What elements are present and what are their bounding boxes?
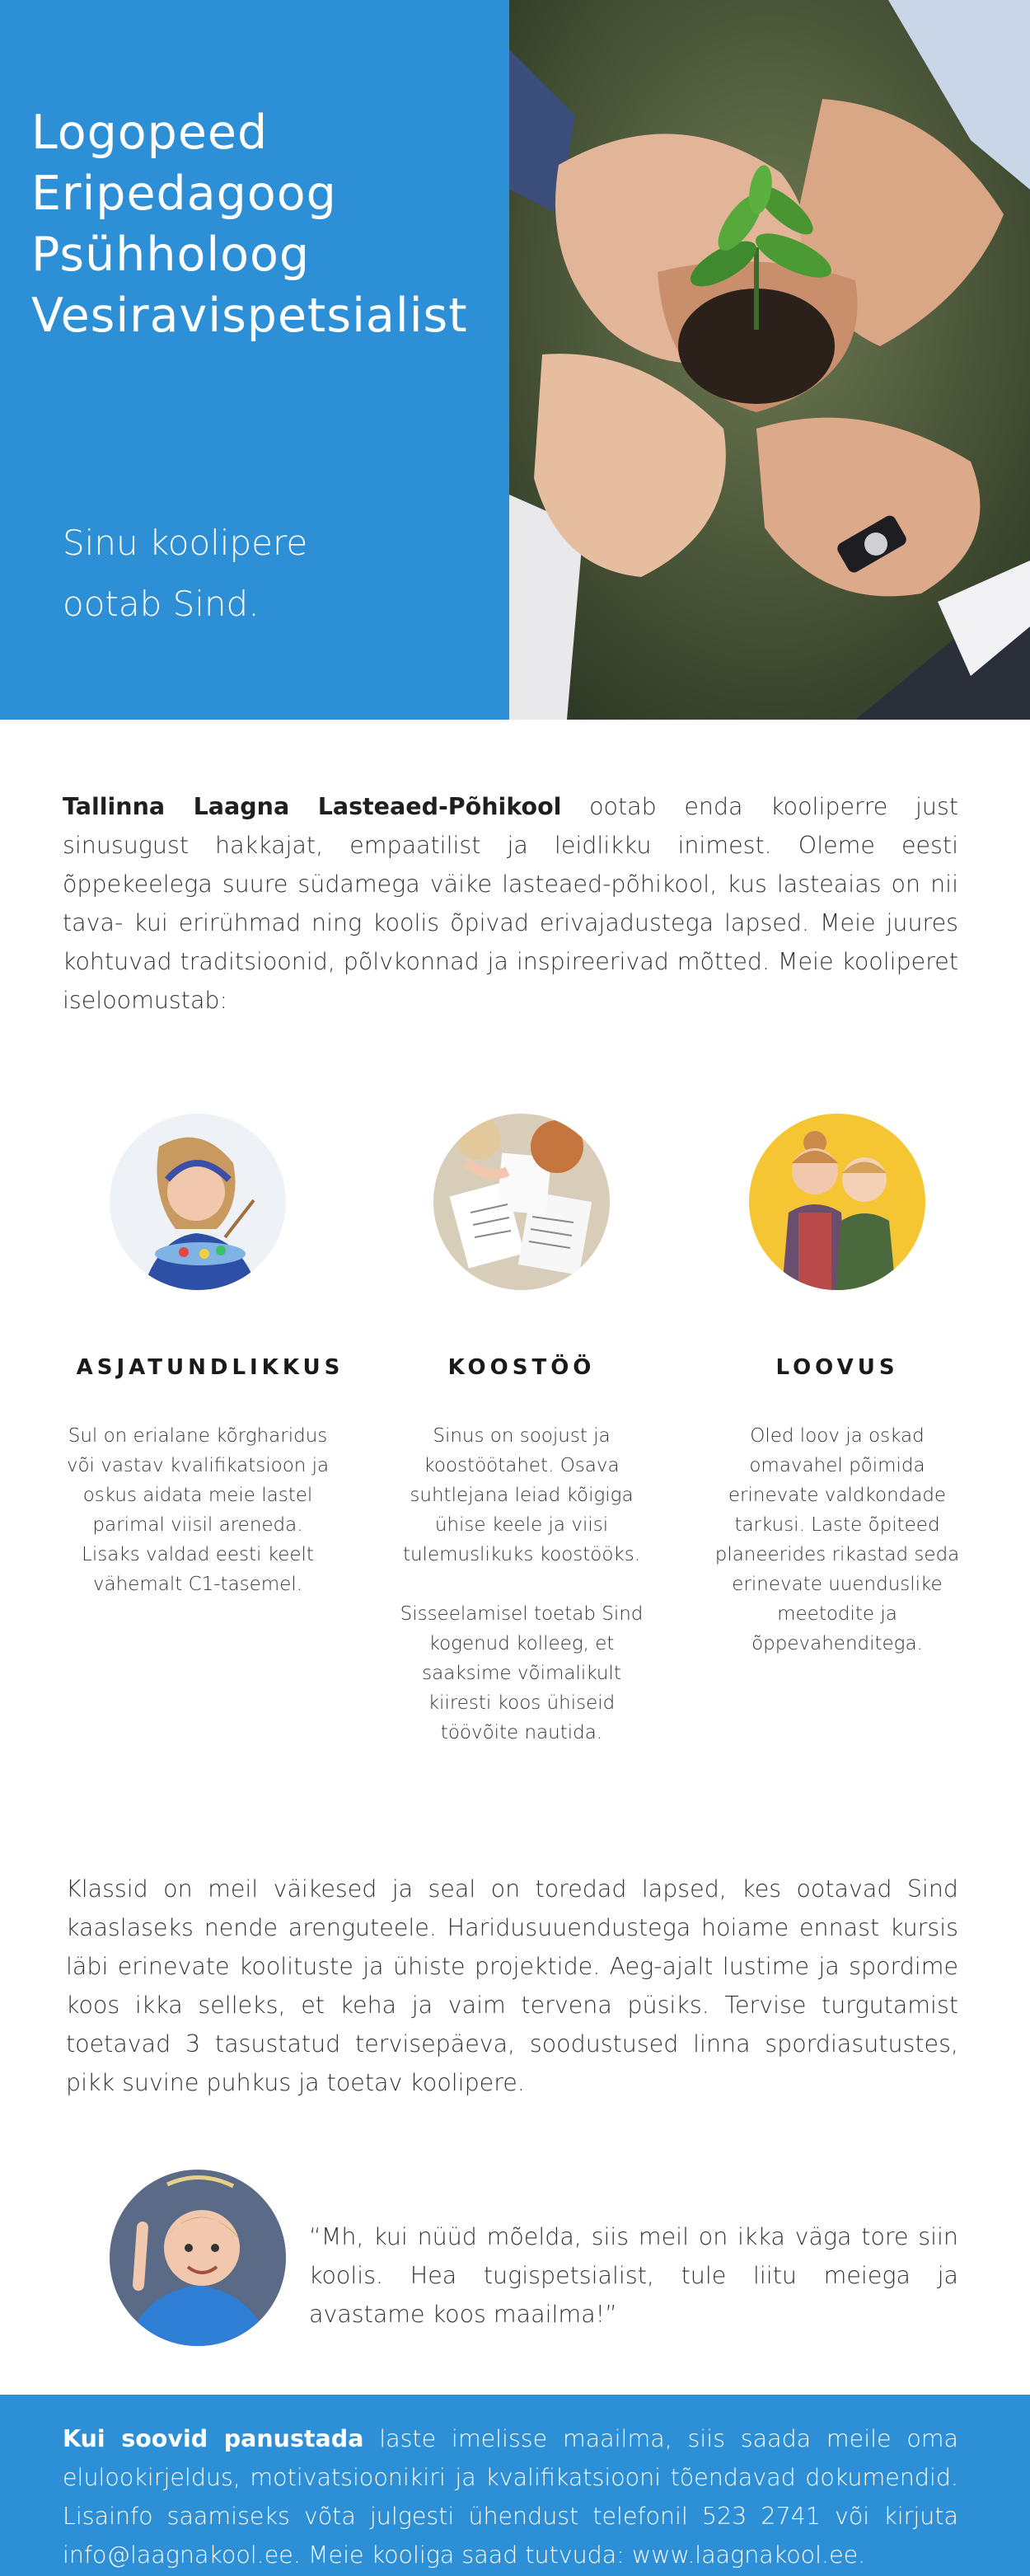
tagline-line-2: ootab Sind. <box>63 584 260 624</box>
girl-painting-photo <box>110 1114 286 1290</box>
benefits-paragraph: Klassid on meil väikesed ja seal on toredad lapsed, kes ootavad Sind kaaslaseks nende arenguteele. Haridusuuendustega hoiame ennast kursis läbi erinevate koolituste ja ühiste projektide. Aeg-ajalt lustime ja spordime koos ikka selleks, et keha ja vaim tervena püsiks. Tervise turgutamist toetavad 3 tasustatud tervisepäeva, soodustused linna spordiasutustes, pikk suvine puhkus ja toetav koolipere. <box>66 1875 958 2096</box>
boy-with-idea-photo <box>110 2170 286 2346</box>
contact-details: laste imelisse maailma, siis saada meile oma elulookirjeldus, motivatsioonikiri ja kvalifikatsiooni tõendavad dokumendid. Lisainfo saamiseks võta julgesti ühendust telefonil 523 2741 või kirjuta info@laagnakool.ee. Meie kooliga saad tutvuda: www.laagnakool.ee. <box>63 2425 958 2569</box>
header-panel <box>0 0 509 720</box>
tagline <box>63 513 307 635</box>
school-name: Tallinna Laagna Lasteaed-Põhikool <box>63 793 562 820</box>
role-3: Psühholoog <box>31 228 311 282</box>
hands-with-seedling-photo <box>509 0 1030 720</box>
feature-text-creativity: Oled loov ja oskad omavahel põimida erinevate valdkondade tarkusi. Laste õpiteed planeerides rikastad seda erinevate uuenduslike meetodite ja õppevahenditega. <box>714 1425 960 1654</box>
intro-text: ootab enda kooliperre just sinusugust hakkajat, empaatilist ja leidlikku inimest. Oleme eesti õppekeelega suure südamega väike lasteaed-põhikool, kus lasteaias on nii tava- kui erirühmad ning koolis õpivad erivajadustega lapsed. Meie juures kohtuvad traditsioonid, põlvkonnad ja inspireerivad mõtted. Meie kooliperet iseloomustab: <box>63 793 958 1014</box>
feature-title-expertise: ASJATUNDLIKKUS <box>76 1355 344 1380</box>
tagline-line-1: Sinu koolipere <box>63 523 308 563</box>
role-2: Eripedagoog <box>31 167 337 221</box>
feature-text-expertise: Sul on erialane kõrgharidus või vastav kvalifikatsioon ja oskus aidata meie lastel parimal viisil areneda. Lisaks valdad eesti keelt vähemalt C1-tasemel. <box>66 1425 330 1595</box>
contact-footer <box>0 2395 1030 2576</box>
two-kids-yellow-photo <box>749 1114 925 1290</box>
role-4: Vesiravispetsialist <box>31 289 468 343</box>
role-1: Logopeed <box>31 106 269 160</box>
feature-title-creativity: LOOVUS <box>775 1355 899 1380</box>
children-drawing-photo <box>433 1114 610 1290</box>
feature-title-cooperation: KOOSTÖÖ <box>447 1355 596 1380</box>
intro-paragraph <box>63 787 958 1020</box>
header <box>0 0 1030 720</box>
contact-lead: Kui soovid panustada <box>63 2425 364 2452</box>
contact-text <box>63 2419 958 2574</box>
testimonial-quote: “Mh, kui nüüd mõelda, siis meil on ikka väga tore siin koolis. Hea tugispetsialist, tule liitu meiega ja avastame koos maailma!” <box>309 2223 958 2328</box>
job-roles <box>31 102 468 346</box>
feature-text-cooperation: Sinus on soojust ja koostöötahet. Osava suhtlejana leiad kõigiga ühise keele ja viisi tulemuslikuks koostööks. Sisseelamisel toetab Sind kogenud kolleeg, et saaksime võimalikult kiiresti koos ühiseid töövõite nautida. <box>400 1425 644 1743</box>
